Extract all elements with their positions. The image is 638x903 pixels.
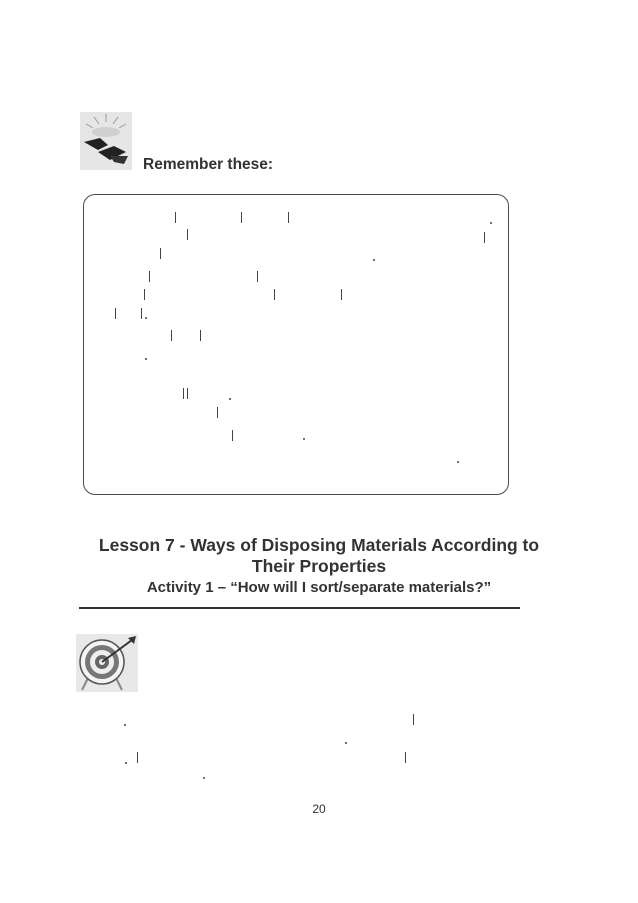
text-fragment [183,388,184,399]
text-fragment [187,388,188,399]
remember-box [83,194,509,495]
text-fragment [187,229,188,240]
divider [79,607,520,609]
text-fragment [288,212,289,223]
activity-title: Activity 1 – “How will I sort/separate materials?” [146,579,492,596]
text-fragment [124,724,126,726]
text-fragment [232,430,233,441]
text-fragment [229,398,231,400]
lesson-title [60,535,578,577]
text-fragment [203,777,205,779]
text-fragment [484,232,485,243]
text-fragment [405,752,406,763]
remember-heading: Remember these: [143,156,274,173]
page-number: 20 [312,802,326,816]
text-fragment [137,752,138,763]
text-fragment [373,259,375,261]
text-fragment [160,248,161,259]
text-fragment [145,317,147,319]
text-fragment [457,461,459,463]
text-fragment [303,438,305,440]
text-fragment [257,271,258,282]
lesson-title-line2: Their Properties [251,556,387,576]
text-fragment [241,212,242,223]
text-fragment [115,308,116,319]
remember-icon [80,112,132,170]
lesson-title-line1: Lesson 7 - Ways of Disposing Materials According to [98,535,540,555]
target-icon [76,634,138,692]
text-fragment [345,742,347,744]
text-fragment [341,289,342,300]
text-fragment [145,358,147,360]
text-fragment [413,714,414,725]
text-fragment [274,289,275,300]
text-fragment [144,289,145,300]
text-fragment [149,271,150,282]
text-fragment [171,330,172,341]
text-fragment [125,762,127,764]
text-fragment [200,330,201,341]
text-fragment [141,308,142,319]
text-fragment [217,407,218,418]
text-fragment [490,222,492,224]
text-fragment [175,212,176,223]
